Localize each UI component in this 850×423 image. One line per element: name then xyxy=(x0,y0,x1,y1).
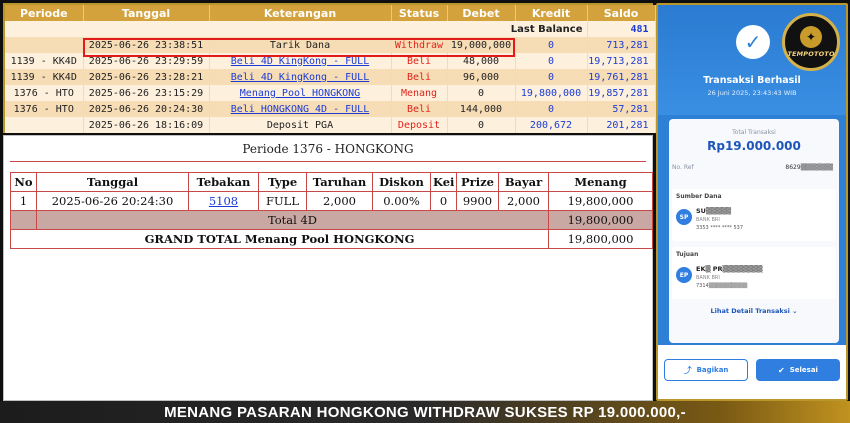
col-header-bayar: Bayar xyxy=(499,173,549,192)
cell-tanggal: 2025-06-26 23:29:59 xyxy=(83,53,209,69)
cell-kredit: 0 xyxy=(515,69,587,85)
cell-tebakan-link[interactable]: 5108 xyxy=(189,192,259,211)
destination-avatar: EP xyxy=(676,267,692,283)
table-header-row xyxy=(5,5,655,21)
cell-kredit: 0 xyxy=(515,37,587,53)
last-balance-row xyxy=(5,21,655,37)
cell-bayar: 2,000 xyxy=(499,192,549,211)
total-spacer xyxy=(11,211,37,230)
cell-keterangan-link[interactable]: Menang Pool HONGKONG xyxy=(209,85,391,101)
col-header-tanggal: Tanggal xyxy=(83,5,209,21)
brand-name: TEMPOTOTO xyxy=(787,50,835,58)
done-button[interactable] xyxy=(756,359,840,381)
col-header-kei: Kei xyxy=(431,173,457,192)
done-button-label: Selesai xyxy=(789,366,818,374)
col-header-prize: Prize xyxy=(457,173,499,192)
check-circle-icon: ✔ xyxy=(778,365,785,375)
cell-tanggal: 2025-06-26 18:16:09 xyxy=(83,117,209,133)
receipt-actions xyxy=(658,345,846,399)
table-row xyxy=(5,101,655,117)
cell-debet: 19,000,000 xyxy=(447,37,515,53)
receipt-card xyxy=(669,119,839,343)
amount-value: Rp19.000.000 xyxy=(707,139,801,153)
ref-value: 8629▒▒▒▒▒▒▒ xyxy=(785,164,833,171)
cell-periode: 1139 - KK4D xyxy=(5,53,83,69)
cell-type: FULL xyxy=(259,192,307,211)
period-header-row xyxy=(11,173,653,192)
cell-status: Beli xyxy=(391,53,447,69)
destination-box xyxy=(672,247,836,299)
cell-prize: 9900 xyxy=(457,192,499,211)
transaction-date: 26 Juni 2025, 23:43:43 WIB xyxy=(707,89,797,97)
cell-saldo: 19,857,281 xyxy=(587,85,655,101)
share-button-label: Bagikan xyxy=(696,366,729,374)
col-header-periode: Periode xyxy=(5,5,83,21)
cell-periode: 1139 - KK4D xyxy=(5,69,83,85)
cell-keterangan-link[interactable]: Beli 4D KingKong - FULL xyxy=(209,69,391,85)
cell-tanggal: 2025-06-26 23:15:29 xyxy=(83,85,209,101)
cell-periode xyxy=(5,37,83,53)
col-header-tebakan: Tebakan xyxy=(189,173,259,192)
source-bank: BANK BRI xyxy=(696,217,720,223)
cell-saldo: 201,281 xyxy=(587,117,655,133)
cell-tanggal: 2025-06-26 23:38:51 xyxy=(83,37,209,53)
cell-periode: 1376 - HTO xyxy=(5,101,83,117)
cell-tanggal: 2025-06-26 23:28:21 xyxy=(83,69,209,85)
source-avatar: SP xyxy=(676,209,692,225)
cell-debet: 0 xyxy=(447,117,515,133)
share-button[interactable] xyxy=(664,359,748,381)
transaction-history-panel xyxy=(3,3,653,133)
cell-debet: 48,000 xyxy=(447,53,515,69)
destination-account: 7314▒▒▒▒▒▒▒▒▒▒ xyxy=(696,283,748,289)
table-row xyxy=(5,117,655,133)
receipt-header xyxy=(658,5,846,115)
col-header-debet: Debet xyxy=(447,5,515,21)
total-4d-label: Total 4D xyxy=(37,211,549,230)
col-header-kredit: Kredit xyxy=(515,5,587,21)
col-header-menang: Menang xyxy=(549,173,653,192)
total-4d-value: 19,800,000 xyxy=(549,211,653,230)
cell-taruhan: 2,000 xyxy=(307,192,373,211)
cell-debet: 96,000 xyxy=(447,69,515,85)
destination-title: Tujuan xyxy=(676,251,699,258)
grand-total-value: 19,800,000 xyxy=(549,230,653,249)
cell-status: Beli xyxy=(391,69,447,85)
cell-kredit: 19,800,000 xyxy=(515,85,587,101)
cell-status: Beli xyxy=(391,101,447,117)
col-header-no: No xyxy=(11,173,37,192)
cell-keterangan: Deposit PGA xyxy=(209,117,391,133)
cell-status: Withdraw xyxy=(391,37,447,53)
success-check-icon: ✓ xyxy=(736,25,770,59)
success-title: Transaksi Berhasil xyxy=(703,75,801,86)
cell-saldo: 19,713,281 xyxy=(587,53,655,69)
last-balance-label: Last Balance xyxy=(5,21,587,37)
source-account: 3353 **** **** 537 xyxy=(696,225,744,231)
last-balance-value: 481 xyxy=(587,21,655,37)
cell-saldo: 713,281 xyxy=(587,37,655,53)
grand-total-row xyxy=(11,230,653,249)
ref-label: No. Ref xyxy=(672,164,694,171)
period-bet-table xyxy=(10,172,653,249)
cell-status: Menang xyxy=(391,85,447,101)
period-detail-panel xyxy=(3,135,653,401)
col-header-type: Type xyxy=(259,173,307,192)
cell-kredit: 200,672 xyxy=(515,117,587,133)
col-header-status: Status xyxy=(391,5,447,21)
cell-tanggal: 2025-06-26 20:24:30 xyxy=(37,192,189,211)
cell-debet: 144,000 xyxy=(447,101,515,117)
source-fund-box xyxy=(672,189,836,241)
cell-diskon: 0.00% xyxy=(373,192,431,211)
promo-banner xyxy=(0,401,850,423)
col-header-tanggal: Tanggal xyxy=(37,173,189,192)
cell-keterangan-link[interactable]: Beli HONGKONG 4D - FULL xyxy=(209,101,391,117)
cell-keterangan-link[interactable]: Beli 4D KingKong - FULL xyxy=(209,53,391,69)
cell-tanggal: 2025-06-26 20:24:30 xyxy=(83,101,209,117)
col-header-diskon: Diskon xyxy=(373,173,431,192)
detail-transaction-link[interactable]: Lihat Detail Transaksi ⌄ xyxy=(710,307,798,315)
total-4d-row xyxy=(11,211,653,230)
cell-periode: 1376 - HTO xyxy=(5,85,83,101)
table-row xyxy=(5,85,655,101)
destination-bank: BANK BRI xyxy=(696,275,720,281)
col-header-saldo: Saldo xyxy=(587,5,655,21)
grand-total-label: GRAND TOTAL Menang Pool HONGKONG xyxy=(11,230,549,249)
table-row xyxy=(11,192,653,211)
table-row xyxy=(5,53,655,69)
period-title: Periode 1376 - HONGKONG xyxy=(10,136,646,162)
cell-kei: 0 xyxy=(431,192,457,211)
cell-periode xyxy=(5,117,83,133)
col-header-keterangan: Keterangan xyxy=(209,5,391,21)
cell-no: 1 xyxy=(11,192,37,211)
cell-saldo: 57,281 xyxy=(587,101,655,117)
cell-keterangan: Tarik Dana xyxy=(209,37,391,53)
table-row xyxy=(5,37,655,53)
cell-status: Deposit xyxy=(391,117,447,133)
source-title: Sumber Dana xyxy=(676,193,722,200)
transaction-table xyxy=(5,5,656,133)
col-header-taruhan: Taruhan xyxy=(307,173,373,192)
cell-saldo: 19,761,281 xyxy=(587,69,655,85)
amount-label: Total Transaksi xyxy=(732,129,776,136)
cell-menang: 19,800,000 xyxy=(549,192,653,211)
cell-kredit: 0 xyxy=(515,53,587,69)
brand-logo-mark-icon: ✦ xyxy=(800,26,822,48)
brand-logo xyxy=(782,13,840,71)
table-row xyxy=(5,69,655,85)
promo-banner-text: MENANG PASARAN HONGKONG WITHDRAW SUKSES RP 19.000.000,- xyxy=(164,403,686,421)
share-icon: ⤴ xyxy=(683,365,692,375)
source-name: SU▒▒▒▒▒ xyxy=(696,207,731,215)
cell-kredit: 0 xyxy=(515,101,587,117)
destination-name: EK▒ PR▒▒▒▒▒▒▒▒ xyxy=(696,265,763,273)
cell-debet: 0 xyxy=(447,85,515,101)
transfer-receipt-phone xyxy=(656,3,848,401)
